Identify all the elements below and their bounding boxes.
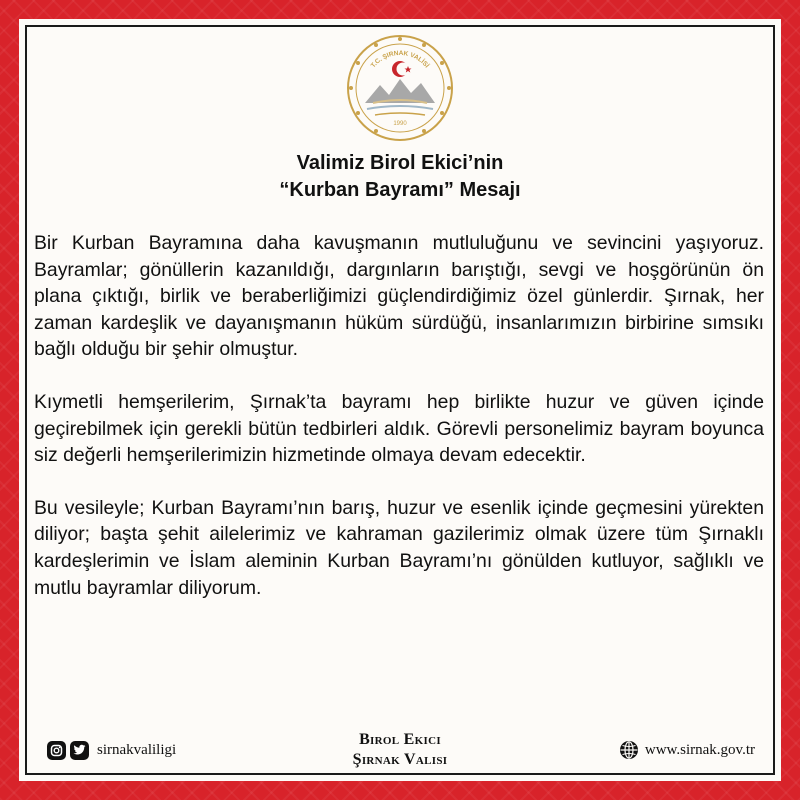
paragraph-3: Bu vesileyle; Kurban Bayramı’nın barış, huzur ve esenlik içinde geçmesini yürekten diliyor; başta şehit ailelerimiz ve kahraman gazilerimiz olmak üzere tüm Şırnaklı kardeşlerimin ve İslam aleminin Kurban Bayramı’nı gönülden kutluyor, sağlıklı ve mutlu bayramlar diliyorum. — [34, 496, 764, 599]
title-line-2: “Kurban Bayramı” Mesajı — [279, 179, 521, 201]
title-line-1: Valimiz Birol Ekici’nin — [296, 152, 504, 174]
svg-text:1990: 1990 — [393, 121, 407, 127]
social-handle[interactable]: sirnakvaliligi — [97, 741, 177, 758]
paragraph-2: Kıymetli hemşerilerim, Şırnak’ta bayramı hep birlikte huzur ve güven içinde geçirebilmek için gerekli bütün tedbirleri aldık. Görevli personelimiz bayram boyunca siz değerli hemşerilerimizin hizmetinde olmaya devam edecektir. — [34, 390, 764, 467]
website-url[interactable]: www.sirnak.gov.tr — [644, 741, 755, 758]
signature-title: Şırnak Valisi — [352, 751, 448, 768]
message-title — [19, 150, 781, 204]
svg-text:T.C. ŞIRNAK VALİSİ: T.C. ŞIRNAK VALİSİ — [369, 49, 431, 70]
governorship-seal-logo — [345, 33, 455, 143]
website-link[interactable] — [619, 738, 755, 762]
globe-icon — [619, 740, 639, 760]
message-body — [34, 230, 764, 627]
signature-name: Birol Ekici — [359, 731, 441, 748]
paragraph-1: Bir Kurban Bayramına daha kavuşmanın mutluluğunu ve sevincini yaşıyoruz. Bayramlar; gönüllerin kazanıldığı, dargınların barıştığı, sevgi ve hoşgörünün ön plana çıktığı, birlik ve beraberliğimizi güçlendirdiğimiz özel günlerdir. Şırnak, her zaman kardeşlik ve dayanışmanın hüküm sürdüğü, insanlarımızın birbirine sımsıkı bağlı olduğu bir şehir olmuştur. — [34, 232, 764, 361]
message-card — [19, 19, 781, 781]
